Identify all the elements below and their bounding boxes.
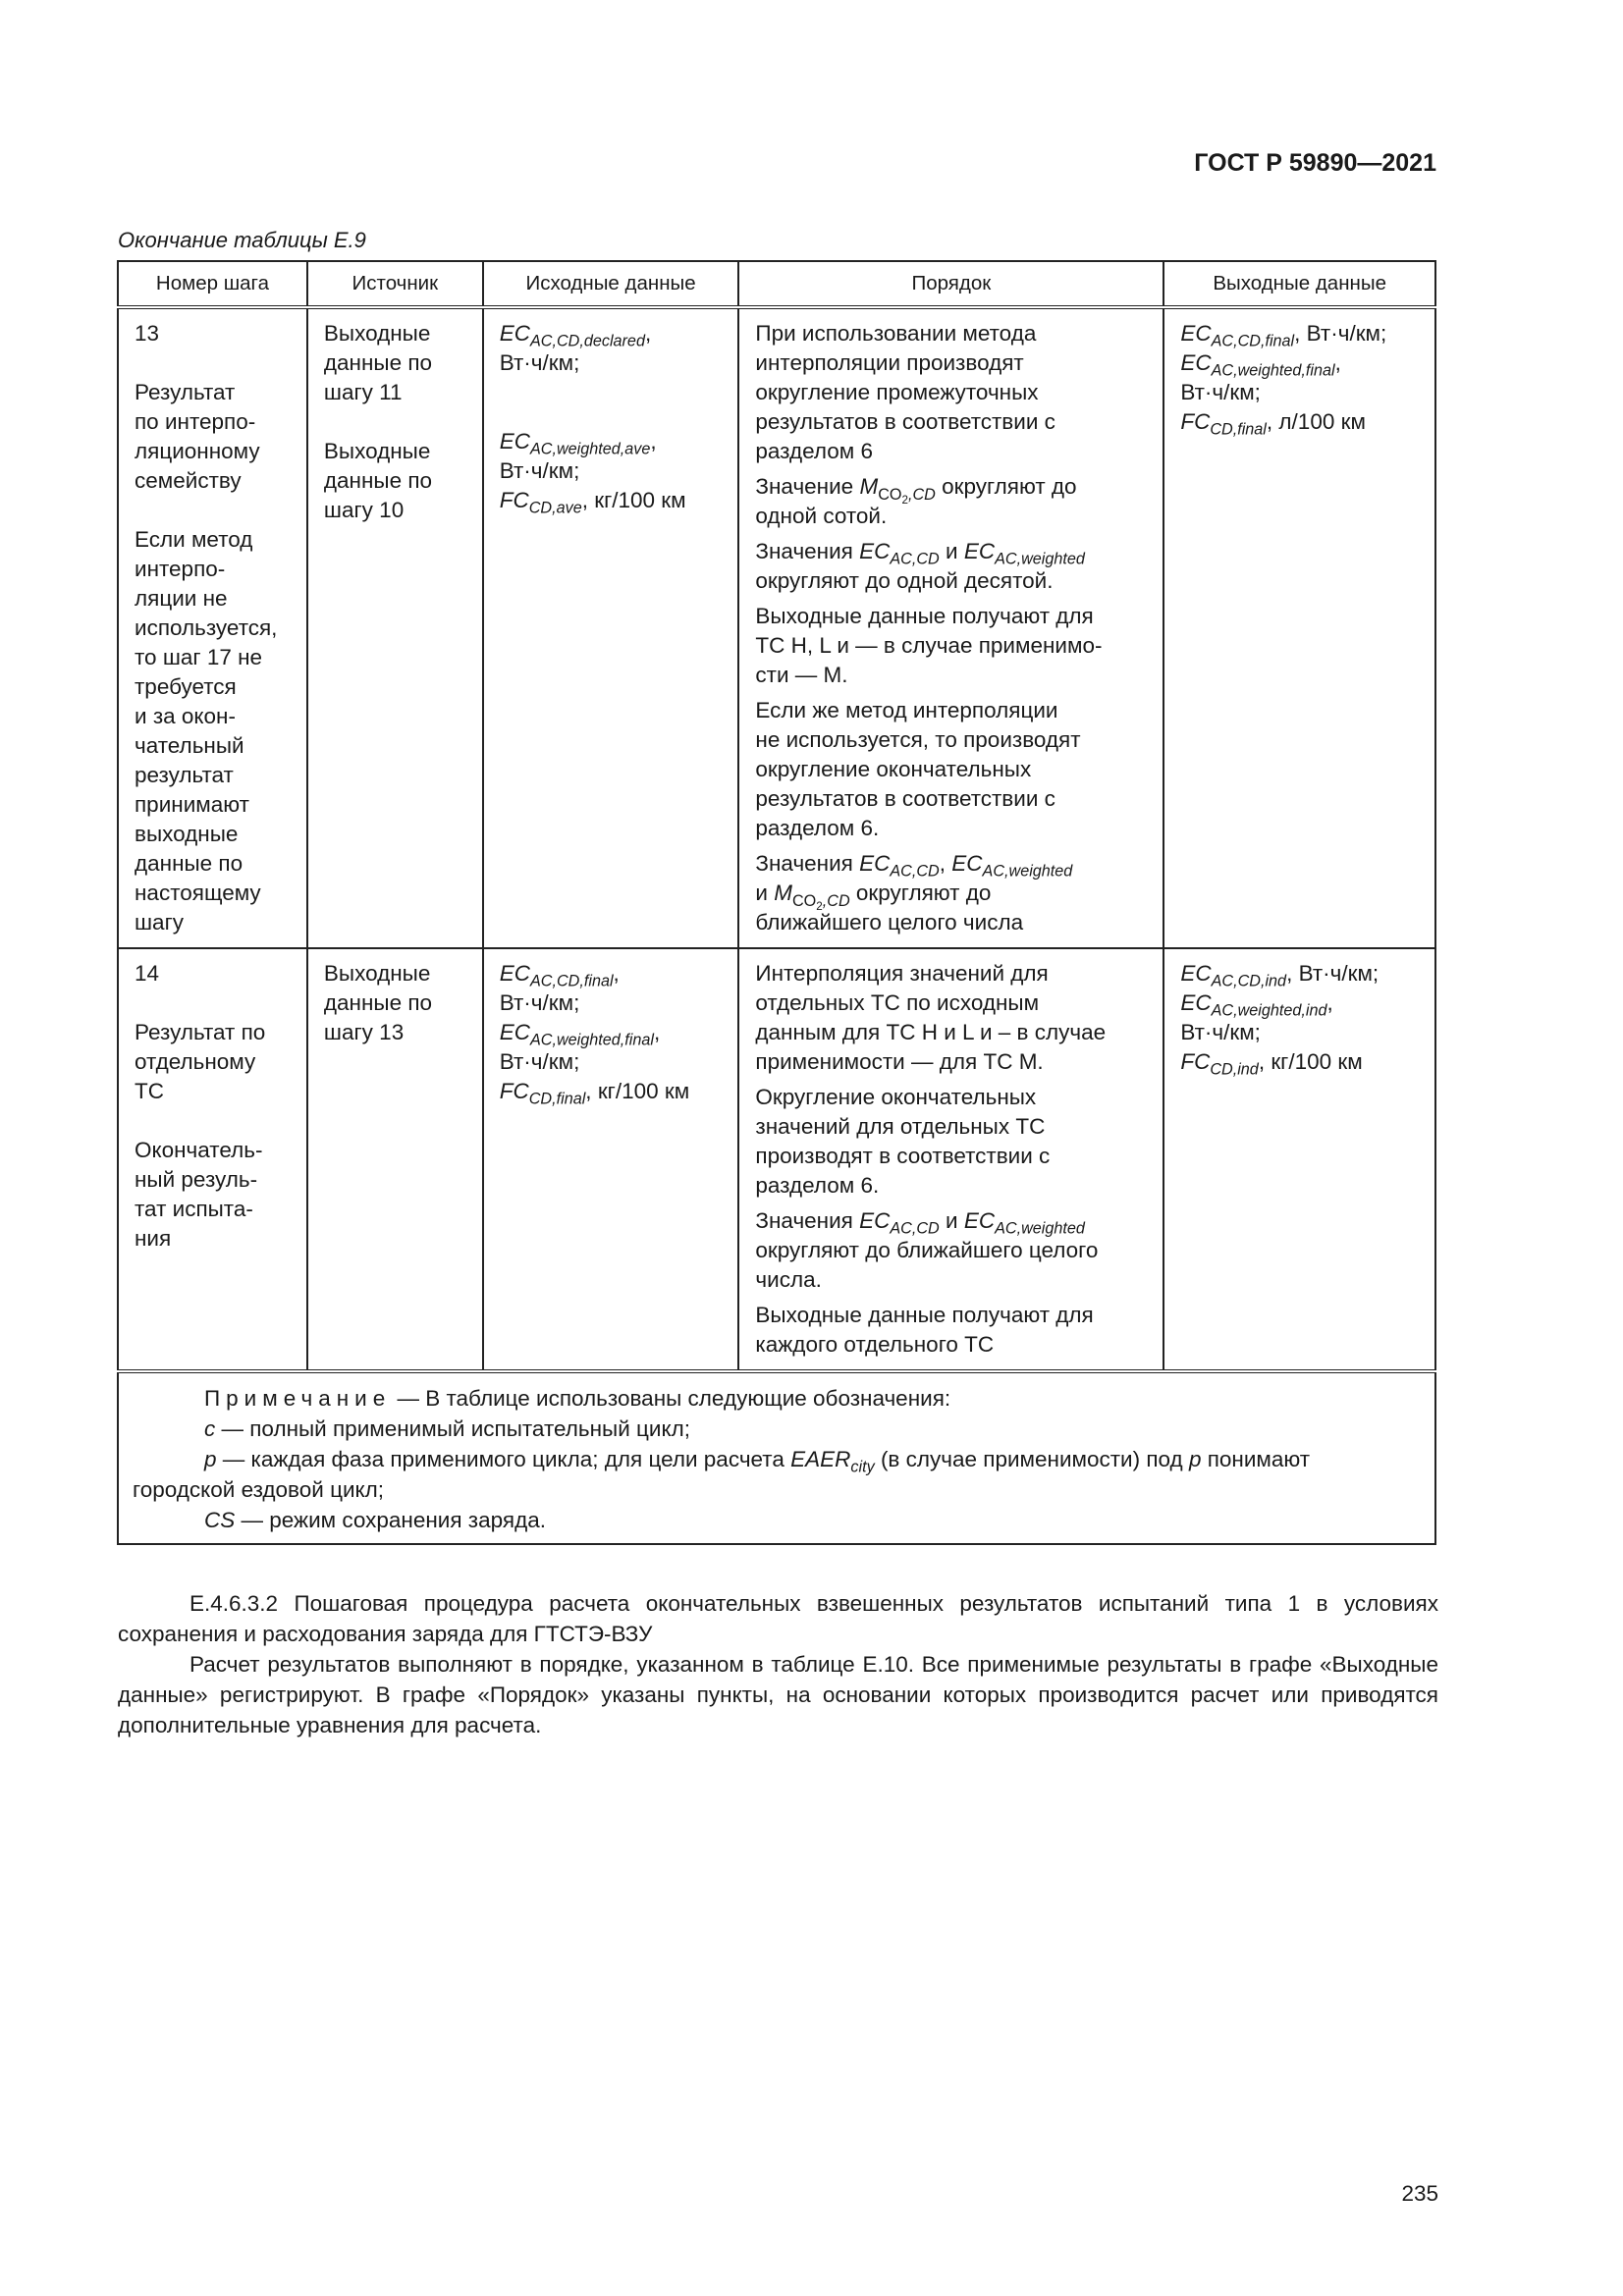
table-note-row [118,1371,1435,1544]
page-number: 235 [1401,2181,1438,2206]
paragraph-calc-order: Расчет результатов выполняют в порядке, указанном в таблице Е.10. Все применимые результаты в графе «Выходные данные» регистрируют. В графе «Порядок» указаны пункты, на основании которых производится расчет или приводятся дополнительные уравнения для расчета. [118,1652,1438,1737]
input-cell: $EC_{AC,CD,final}$, Вт·ч/км; $EC_{AC,weighted,final}$, Вт·ч/км; $FC_{CD,final}$, кг/100 км [483,948,739,1371]
table-row [118,948,1435,1371]
col-header: Исходные данные [483,261,739,307]
step-cell: 13 Результат по интерпо- ляционному семейству Если метод интерпо- ляции не используется, то шаг 17 не требуется и за окон- чательный результат принимают выходные данные по настоящему шагу [118,307,307,948]
output-cell: $EC_{AC,CD,ind}$, Вт·ч/км; $EC_{AC,weighted,ind}$, Вт·ч/км; $FC_{CD,ind}$, кг/100 км [1163,948,1435,1371]
order-cell: При использовании метода интерполяции производят округление промежуточных результатов в соответствии с разделом 6 Значение $M_{CO_2,CD}$ округляют до одной сотой. Значения $EC_{AC,CD}$ и $EC_{AC,weighted}$ округляют до одной десятой. Выходные данные получают для ТС Н, L и — в случае применимо- сти — М. Если же метод интерполяции не используется, то производят округление окончательных результатов в соответствии с разделом 6. Значения $EC_{AC,CD}$, $EC_{AC,weighted}$ и $M_{CO_2,CD}$ округляют до ближайшего целого числа [738,307,1163,948]
col-header: Выходные данные [1163,261,1435,307]
table-note: Примечание — В таблице использованы следующие обозначения: c — полный применимый испытательный цикл; p — каждая фаза применимого цикла; для цели расчета $EAER_{city}$ (в случае применимости) под p понимают городской ездовой цикл; CS — режим сохранения заряда. [118,1371,1435,1544]
source-cell: Выходные данные по шагу 13 [307,948,483,1371]
document-id: ГОСТ Р 59890—2021 [1194,149,1436,177]
input-cell: $EC_{AC,CD,declared}$, Вт·ч/км; $EC_{AC,weighted,ave}$, Вт·ч/км; $FC_{CD,ave}$, кг/100 км [483,307,739,948]
step-cell: 14 Результат по отдельному ТС Окончатель- ный резуль- тат испыта- ния [118,948,307,1371]
table-caption: Окончание таблицы Е.9 [118,228,366,252]
paragraph-e4632: Е.4.6.3.2 Пошаговая процедура расчета окончательных взвешенных результатов испытаний типа 1 в условиях сохранения и расходования заряда для ГТСТЭ-ВЗУ [118,1591,1438,1646]
note-label: Примечание [204,1386,392,1411]
col-header: Источник [307,261,483,307]
order-cell: Интерполяция значений для отдельных ТС по исходным данным для ТС Н и L и – в случае применимости — для ТС М. Округление окончательных значений для отдельных ТС производят в соответствии с разделом 6. Значения $EC_{AC,CD}$ и $EC_{AC,weighted}$ округляют до ближайшего целого числа. Выходные данные получают для каждого отдельного ТС [738,948,1163,1371]
col-header: Порядок [738,261,1163,307]
col-header: Номер шага [118,261,307,307]
source-cell: Выходные данные по шагу 11 Выходные данные по шагу 10 [307,307,483,948]
table-row [118,307,1435,948]
output-cell: $EC_{AC,CD,final}$, Вт·ч/км; $EC_{AC,weighted,final}$, Вт·ч/км; $FC_{CD,final}$, л/100 км [1163,307,1435,948]
table-header-row [118,261,1435,307]
table-e9 [117,260,1436,1545]
